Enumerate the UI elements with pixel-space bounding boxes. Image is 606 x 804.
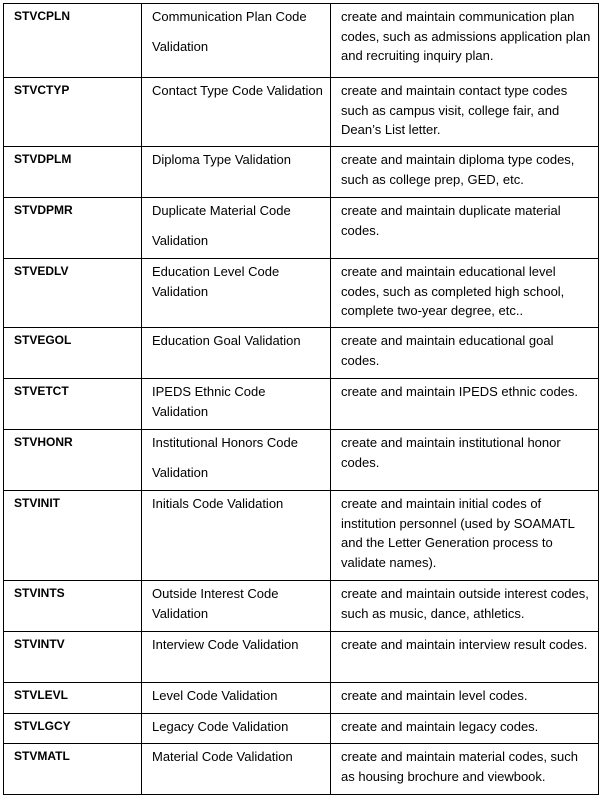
code-cell: STVCTYP bbox=[4, 78, 142, 147]
form-name-cell: Education Goal Validation bbox=[142, 328, 331, 379]
form-name-cell: Education Level Code Validation bbox=[142, 259, 331, 328]
description-cell: create and maintain initial codes of institution personnel (used by SOAMATL and the Letter Generation process to validate names). bbox=[331, 491, 599, 581]
description-cell: create and maintain outside interest codes, such as music, dance, athletics. bbox=[331, 581, 599, 632]
description-cell: create and maintain institutional honor codes. bbox=[331, 430, 599, 491]
description-cell: create and maintain interview result codes. bbox=[331, 632, 599, 683]
table-row bbox=[4, 379, 599, 430]
table-row bbox=[4, 683, 599, 714]
description-cell: create and maintain IPEDS ethnic codes. bbox=[331, 379, 599, 430]
description-cell: create and maintain communication plan codes, such as admissions application plan and recruiting inquiry plan. bbox=[331, 4, 599, 78]
table-row bbox=[4, 714, 599, 744]
table-row bbox=[4, 259, 599, 328]
description-cell: create and maintain legacy codes. bbox=[331, 714, 599, 744]
description-cell: create and maintain material codes, such as housing brochure and viewbook. bbox=[331, 744, 599, 795]
description-cell: create and maintain educational level codes, such as completed high school, complete two-year degree, etc.. bbox=[331, 259, 599, 328]
form-name-line: Institutional Honors Code bbox=[152, 435, 298, 450]
code-cell: STVINTS bbox=[4, 581, 142, 632]
table-row bbox=[4, 491, 599, 581]
form-name-line: Duplicate Material Code bbox=[152, 203, 291, 218]
description-cell: create and maintain duplicate material codes. bbox=[331, 198, 599, 259]
code-cell: STVCPLN bbox=[4, 4, 142, 78]
table-row bbox=[4, 632, 599, 683]
code-cell: STVINTV bbox=[4, 632, 142, 683]
code-cell: STVEGOL bbox=[4, 328, 142, 379]
code-cell: STVMATL bbox=[4, 744, 142, 795]
form-name-cell: Legacy Code Validation bbox=[142, 714, 331, 744]
code-cell: STVHONR bbox=[4, 430, 142, 491]
form-name-line: Validation bbox=[152, 464, 209, 480]
code-cell: STVDPMR bbox=[4, 198, 142, 259]
description-cell: create and maintain diploma type codes, such as college prep, GED, etc. bbox=[331, 147, 599, 198]
table-body bbox=[4, 4, 599, 795]
table-row bbox=[4, 198, 599, 259]
form-name-cell: IPEDS Ethnic Code Validation bbox=[142, 379, 331, 430]
form-name-cell bbox=[142, 430, 331, 491]
validation-codes-table bbox=[3, 3, 599, 795]
code-cell: STVLEVL bbox=[4, 683, 142, 714]
form-name-line: Validation bbox=[152, 232, 209, 248]
description-cell: create and maintain educational goal codes. bbox=[331, 328, 599, 379]
code-cell: STVEDLV bbox=[4, 259, 142, 328]
form-name-cell: Contact Type Code Validation bbox=[142, 78, 331, 147]
table-row bbox=[4, 4, 599, 78]
form-name-cell: Level Code Validation bbox=[142, 683, 331, 714]
form-name-cell: Initials Code Validation bbox=[142, 491, 331, 581]
form-name-cell: Diploma Type Validation bbox=[142, 147, 331, 198]
code-cell: STVETCT bbox=[4, 379, 142, 430]
form-name-line: Validation bbox=[152, 38, 209, 54]
table-row bbox=[4, 147, 599, 198]
form-name-cell: Interview Code Validation bbox=[142, 632, 331, 683]
form-name-line: Communication Plan Code bbox=[152, 9, 307, 24]
description-cell: create and maintain contact type codes such as campus visit, college fair, and Dean’s List letter. bbox=[331, 78, 599, 147]
code-cell: STVINIT bbox=[4, 491, 142, 581]
form-name-cell bbox=[142, 198, 331, 259]
table-row bbox=[4, 78, 599, 147]
description-cell: create and maintain level codes. bbox=[331, 683, 599, 714]
table-row bbox=[4, 430, 599, 491]
code-cell: STVLGCY bbox=[4, 714, 142, 744]
table-row bbox=[4, 328, 599, 379]
table-row bbox=[4, 744, 599, 795]
form-name-cell: Outside Interest Code Validation bbox=[142, 581, 331, 632]
form-name-cell: Material Code Validation bbox=[142, 744, 331, 795]
table-row bbox=[4, 581, 599, 632]
code-cell: STVDPLM bbox=[4, 147, 142, 198]
form-name-cell bbox=[142, 4, 331, 78]
